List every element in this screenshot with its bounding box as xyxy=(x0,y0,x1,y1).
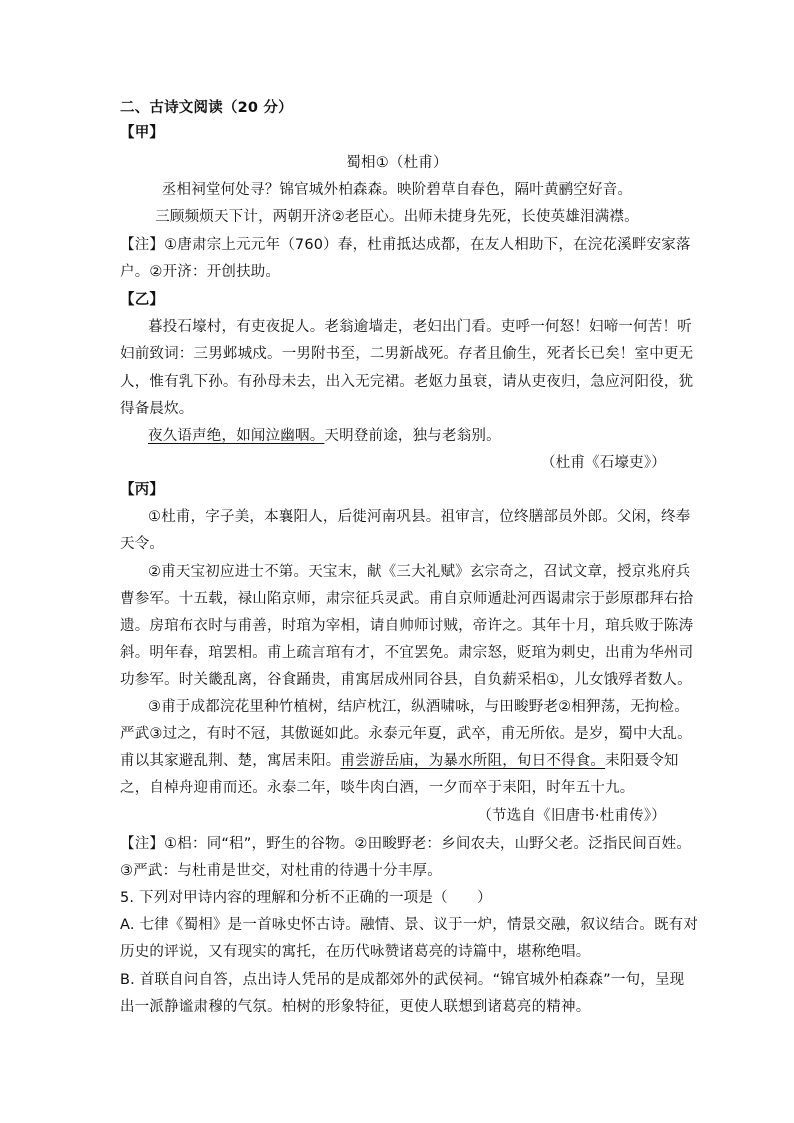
poem-line-1: 丞相祠堂何处寻？锦官城外柏森森。映阶碧草自春色，隔叶黄鹂空好音。 xyxy=(161,182,633,198)
yi-last-line xyxy=(148,424,680,445)
bing-line-2: 天令。 xyxy=(120,536,165,552)
bing-source: （节选自《旧唐书·杜甫传》） xyxy=(477,808,666,824)
label-bing: 【丙】 xyxy=(120,482,165,498)
option-b-line-2: 出一派静谧肃穆的气氛。柏树的形象特征，更使人联想到诸葛亮的精神。 xyxy=(120,999,591,1015)
poem-title: 蜀相①（杜甫） xyxy=(346,155,448,171)
jia-note-line-2: 户。②开济：开创扶助。 xyxy=(120,264,281,280)
bing-line-10-rest: 耒阳聂令知 xyxy=(605,753,679,769)
label-yi: 【乙】 xyxy=(120,292,165,308)
bing-note-line-2: ③严武：与杜甫是世交，对杜甫的待遇十分丰厚。 xyxy=(120,863,442,879)
bing-line-6: 斜。明年春，琯罢相。甫上疏言琯有才，不宜罢免。肃宗怒，贬琯为刺史，出甫为华州司 xyxy=(120,645,694,661)
bing-underlined-sentence: 甫尝游岳庙，为暴水所阻，旬日不得食。 xyxy=(340,753,606,769)
option-b-line-1: B. 首联自问自答，点出诗人凭吊的是成都郊外的武侯祠。“锦官城外柏森森”一句，呈现 xyxy=(120,972,685,988)
yi-line-2: 妇前致词：三男邺城戍。一男附书至，二男新战死。存者且偷生，死者长已矣！室中更无 xyxy=(120,346,694,362)
yi-line-1: 暮投石壕村，有吏夜捉人。老翁逾墙走，老妇出门看。吏呼一何怒！妇啼一何苦！听 xyxy=(148,319,692,335)
poem-line-2: 三顾频烦天下计，两朝开济②老臣心。出师未捷身先死，长使英雄泪满襟。 xyxy=(155,209,639,225)
jia-note-line-1: 【注】①唐肃宗上元元年（760）春，杜甫抵达成都，在友人相助下，在浣花溪畔安家落 xyxy=(120,237,691,253)
option-a-line-2: 历史的评说，又有现实的寓托，在历代咏赞诸葛亮的诗篇中，堪称绝唱。 xyxy=(120,944,591,960)
bing-line-8: ③甫于成都浣花里种竹植树，结庐枕江，纵酒啸咏，与田畯野老②相狎荡，无拘检。 xyxy=(148,699,689,715)
question-stem: 5. 下列对甲诗内容的理解和分析不正确的一项是（ ） xyxy=(120,890,492,906)
bing-line-9: 严武③过之，有时不冠，其傲诞如此。永泰元年夏，武卒，甫无所依。是岁，蜀中大乱。 xyxy=(120,726,692,742)
yi-source: （杜甫《石壕吏》） xyxy=(540,455,666,471)
yi-line-3: 人，惟有乳下孙。有孙母未去，出入无完裙。老妪力虽衰，请从吏夜归，急应河阳役，犹 xyxy=(120,374,694,390)
yi-last-rest: 天明登前途，独与老翁别。 xyxy=(324,428,501,444)
bing-note-line-1: 【注】①梠：同“稆”，野生的谷物。②田畯野老：乡间农夫，山野父老。泛指民间百姓。 xyxy=(120,836,692,852)
label-jia: 【甲】 xyxy=(120,125,165,141)
bing-line-5: 遗。房琯布衣时与甫善，时琯为宰相，请自帅师讨贼，帝许之。其年十月，琯兵败于陈涛 xyxy=(120,618,694,634)
bing-line-7: 功参军。时关畿乱离，谷食踊贵，甫寓居成州同谷县，自负薪采梠①，儿女饿殍者数人。 xyxy=(120,672,692,688)
yi-underlined-sentence: 夜久语声绝，如闻泣幽咽。 xyxy=(148,428,325,444)
bing-line-1: ①杜甫，字子美，本襄阳人，后徙河南巩县。祖审言，位终膳部员外郎。父闲，终奉 xyxy=(148,509,691,525)
section-title: 二、古诗文阅读（20 分） xyxy=(120,100,293,116)
bing-line-4: 曹参军。十五载，禄山陷京师，肃宗征兵灵武。甫自京师遁赴河西谒肃宗于彭原郡拜右拾 xyxy=(120,591,694,607)
option-a-line-1: A. 七律《蜀相》是一首咏史怀古诗。融情、景、议于一炉，情景交融，叙议结合。既有对 xyxy=(120,917,699,933)
bing-line-11: 之，自棹舟迎甫而还。永泰二年，啖牛肉白酒，一夕而卒于耒阳，时年五十九。 xyxy=(120,780,635,796)
bing-line-3: ②甫天宝初应进士不第。天宝末，献《三大礼赋》玄宗奇之，召试文章，授京兆府兵 xyxy=(148,564,691,580)
bing-line-10 xyxy=(120,749,680,770)
bing-line-10-start: 甫以其家避乱荆、楚，寓居耒阳。 xyxy=(120,753,341,769)
yi-line-4: 得备晨炊。 xyxy=(120,401,194,417)
